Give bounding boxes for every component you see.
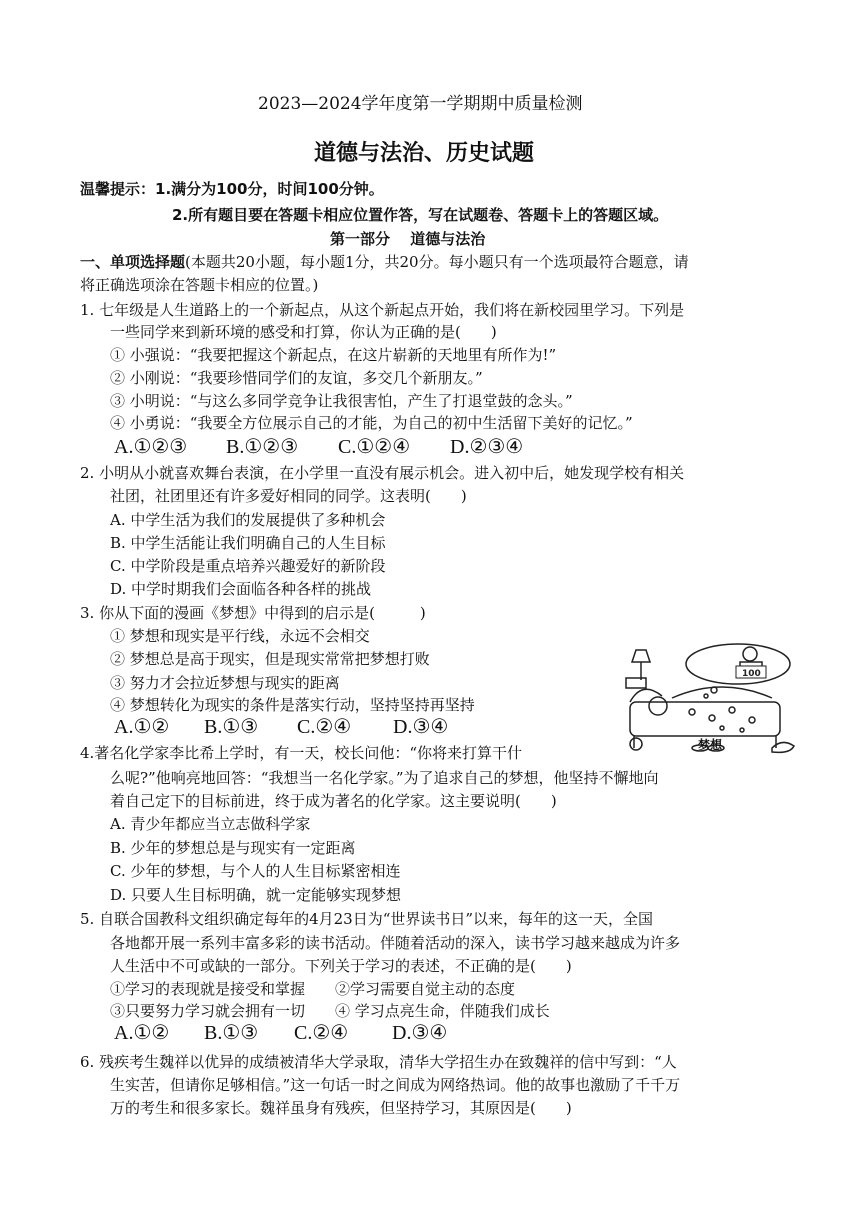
q2-option-b[interactable]: B. 中学生活能让我们明确自己的人生目标 — [110, 534, 386, 552]
q3-option-d[interactable]: D.③④ — [393, 716, 449, 738]
q1-option-d[interactable]: D.②③④ — [450, 436, 524, 458]
q1-line-2: 一些同学来到新环境的感受和打算，你认为正确的是( ) — [110, 323, 497, 341]
tip-2: 2.所有题目要在答题卡相应位置作答，写在试题卷、答题卡上的答题区域。 — [172, 206, 669, 224]
q6-line-1: 6. 残疾考生魏祥以优异的成绩被清华大学录取，清华大学招生办在致魏祥的信中写到：“人 — [80, 1053, 677, 1071]
q3-item-2: ② 梦想总是高于现实，但是现实常常把梦想打败 — [110, 650, 430, 668]
q3-options — [114, 716, 448, 738]
exam-title: 2023—2024学年度第一学期期中质量检测 — [258, 94, 583, 114]
q5-item-row-1: ①学习的表现就是接受和掌握 ②学习需要自觉主动的态度 — [110, 980, 516, 998]
q3-item-3: ③ 努力才会拉近梦想与现实的距离 — [110, 674, 340, 692]
q2-option-d[interactable]: D. 中学时期我们会面临各种各样的挑战 — [110, 580, 372, 598]
q6-line-2: 生实苦，但请你足够相信。”这一句话一时之间成为网络热词。他的故事也激励了千千万 — [110, 1076, 681, 1094]
tip-line-1 — [80, 178, 384, 200]
q2-option-a[interactable]: A. 中学生活为我们的发展提供了多种机会 — [110, 511, 386, 529]
q4-option-a[interactable]: A. 青少年都应当立志做科学家 — [110, 815, 311, 833]
q4-option-b[interactable]: B. 少年的梦想总是与现实有一定距离 — [110, 839, 356, 857]
q1-item-2: ② 小刚说：“我要珍惜同学们的友谊，多交几个新朋友。” — [110, 369, 483, 387]
part-title: 第一部分 道德与法治 — [330, 230, 486, 248]
q3-item-1: ① 梦想和现实是平行线，永远不会相交 — [110, 627, 370, 645]
q3-item-4: ④ 梦想转化为现实的条件是落实行动，坚持坚持再坚持 — [110, 696, 475, 714]
q1-option-a[interactable]: A.①②③ — [114, 436, 188, 458]
section1-heading — [80, 251, 689, 273]
q1-item-3: ③ 小明说：“与这么多同学竞争让我很害怕，产生了打退堂鼓的念头。” — [110, 392, 573, 410]
q3-option-c[interactable]: C.②④ — [297, 716, 352, 738]
subject-title: 道德与法治、历史试题 — [314, 141, 535, 166]
section1-label: 一、单项选择题 — [80, 253, 186, 271]
q5-option-a[interactable]: A.①② — [114, 1022, 170, 1044]
section1-desc-2: 将正确选项涂在答题卡相应的位置。) — [80, 276, 319, 294]
q1-options — [114, 436, 523, 458]
q1-line-1: 1. 七年级是人生道路上的一个新起点，从这个新起点开始，我们将在新校园里学习。下列是 — [80, 301, 685, 319]
q5-options — [114, 1022, 447, 1044]
cartoon-caption: 梦想 — [698, 738, 723, 752]
q5-option-d[interactable]: D.③④ — [392, 1022, 448, 1044]
q1-item-4: ④ 小勇说：“我要全方位展示自己的才能，为自己的初中生活留下美好的记忆。” — [110, 414, 633, 432]
q5-line-3: 人生活中不可或缺的一部分。下列关于学习的表述，不正确的是( ) — [110, 957, 572, 975]
q2-line-1: 2. 小明从小就喜欢舞台表演，在小学里一直没有展示机会。进入初中后，她发现学校有相关 — [80, 464, 685, 482]
q4-line-2: 么呢?”他响亮地回答：“我想当一名化学家。”为了追求自己的梦想，他坚持不懈地向 — [110, 769, 659, 787]
q1-option-b[interactable]: B.①②③ — [226, 436, 299, 458]
q4-line-3: 着自己定下的目标前进，终于成为著名的化学家。这主要说明( ) — [110, 792, 557, 810]
q2-option-c[interactable]: C. 中学阶段是重点培养兴趣爱好的新阶段 — [110, 557, 386, 575]
q3-option-a[interactable]: A.①② — [114, 716, 170, 738]
tip-1: 1.满分为100分，时间100分钟。 — [155, 180, 384, 198]
q3-line-1: 3. 你从下面的漫画《梦想》中得到的启示是( ) — [80, 604, 426, 622]
section1-desc-1: (本题共20小题，每小题1分，共20分。每小题只有一个选项最符合题意，请 — [185, 253, 689, 271]
q6-line-3: 万的考生和很多家长。魏祥虽身有残疾，但坚持学习，其原因是( ) — [110, 1099, 572, 1117]
q5-option-c[interactable]: C.②④ — [294, 1022, 349, 1044]
q1-option-c[interactable]: C.①②④ — [338, 436, 411, 458]
q4-line-1: 4.著名化学家李比希上学时，有一天，校长问他：“你将来打算干什 — [80, 744, 522, 762]
q1-item-1: ① 小强说：“我要把握这个新起点，在这片崭新的天地里有所作为!” — [110, 346, 557, 364]
tip-label: 温馨提示： — [80, 180, 156, 198]
q5-line-1: 5. 自联合国教科文组织确定每年的4月23日为“世界读书日”以来，每年的这一天，全国 — [80, 910, 654, 928]
cartoon-score-text: 100 — [742, 669, 761, 679]
q2-line-2: 社团，社团里还有许多爱好相同的同学。这表明( ) — [110, 487, 467, 505]
q5-line-2: 各地都开展一系列丰富多彩的读书活动。伴随着活动的深入，读书学习越来越成为许多 — [110, 934, 681, 952]
q5-option-b[interactable]: B.①③ — [204, 1022, 259, 1044]
q5-item-row-2: ③只要努力学习就会拥有一切 ④ 学习点亮生命，伴随我们成长 — [110, 1002, 550, 1020]
q4-option-d[interactable]: D. 只要人生目标明确，就一定能够实现梦想 — [110, 886, 402, 904]
q4-option-c[interactable]: C. 少年的梦想，与个人的人生目标紧密相连 — [110, 862, 401, 880]
q3-option-b[interactable]: B.①③ — [204, 716, 259, 738]
